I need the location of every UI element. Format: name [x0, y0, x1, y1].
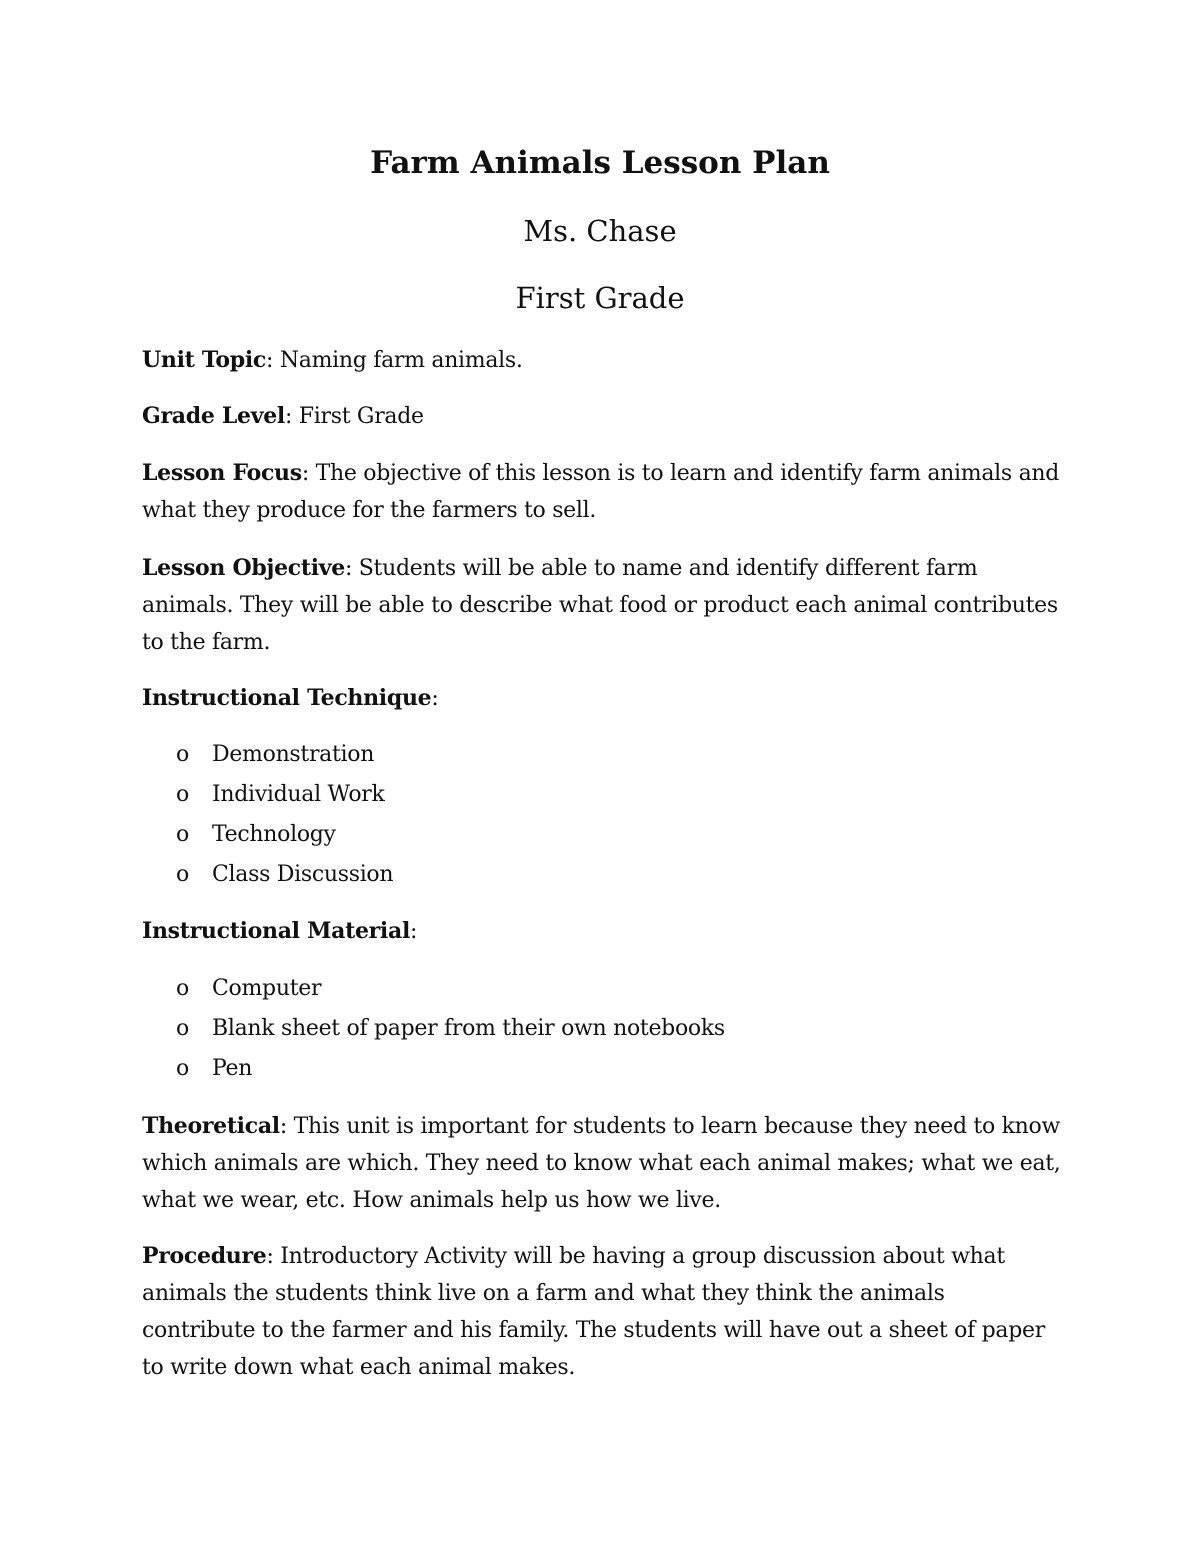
bullet-icon: o	[176, 742, 189, 767]
procedure-paragraph	[142, 1238, 1062, 1386]
bullet-icon: o	[176, 862, 189, 887]
unit-topic-label: Unit Topic	[142, 347, 267, 373]
unit-topic-text: : Naming farm animals.	[266, 348, 523, 373]
grade-heading: First Grade	[515, 281, 685, 315]
instructional-material-list	[142, 969, 1042, 1089]
lesson-focus-label: Lesson Focus	[142, 460, 302, 486]
lesson-objective-paragraph	[142, 550, 1062, 661]
document-title: Farm Animals Lesson Plan	[370, 145, 830, 181]
procedure-label: Procedure	[142, 1243, 267, 1269]
instructional-technique-list	[142, 735, 1042, 895]
teacher-name: Ms. Chase	[523, 214, 677, 248]
instructional-technique-label: Instructional Technique	[142, 685, 432, 711]
bullet-icon: o	[176, 1056, 189, 1081]
list-item	[142, 775, 1042, 815]
list-item	[142, 855, 1042, 895]
list-item-text: Demonstration	[212, 742, 375, 767]
grade-level-text: : First Grade	[284, 404, 424, 429]
procedure-text: : Introductory Activity will be having a group discussion about what animals the students think live on a farm and what they think the animals contribute to the farmer and his family. The students will have out a sheet of paper to write down what each animal makes.	[142, 1244, 1045, 1380]
grade-level-label: Grade Level	[142, 403, 285, 429]
lesson-objective-text: : Students will be able to name and identify different farm animals. They will be able to describe what food or product each animal contributes to the farm.	[142, 556, 1058, 655]
grade-level-paragraph	[142, 398, 1062, 435]
lesson-focus-text: : The objective of this lesson is to learn and identify farm animals and what they produce for the farmers to sell.	[142, 461, 1060, 523]
theoretical-text: : This unit is important for students to learn because they need to know which animals are which. They need to know what each animal makes; what we eat, what we wear, etc. How animals help us how we live.	[142, 1114, 1061, 1213]
theoretical-label: Theoretical	[142, 1113, 280, 1139]
list-item-text: Individual Work	[212, 782, 385, 807]
instructional-technique-heading	[142, 680, 1062, 717]
instructional-material-label: Instructional Material	[142, 918, 411, 944]
theoretical-paragraph	[142, 1108, 1062, 1219]
unit-topic-paragraph	[142, 342, 1062, 379]
list-item	[142, 735, 1042, 775]
instructional-material-colon: :	[410, 919, 418, 944]
list-item-text: Technology	[212, 822, 336, 847]
bullet-icon: o	[176, 976, 189, 1001]
list-item	[142, 969, 1042, 1009]
lesson-objective-label: Lesson Objective	[142, 555, 345, 581]
list-item-text: Pen	[212, 1056, 253, 1081]
bullet-icon: o	[176, 1016, 189, 1041]
list-item	[142, 1009, 1042, 1049]
instructional-technique-colon: :	[431, 686, 439, 711]
instructional-material-heading	[142, 913, 1062, 950]
list-item	[142, 1049, 1042, 1089]
lesson-focus-paragraph	[142, 455, 1062, 529]
list-item-text: Computer	[212, 976, 322, 1001]
list-item-text: Class Discussion	[212, 862, 394, 887]
bullet-icon: o	[176, 822, 189, 847]
bullet-icon: o	[176, 782, 189, 807]
list-item	[142, 815, 1042, 855]
list-item-text: Blank sheet of paper from their own notebooks	[212, 1016, 725, 1041]
